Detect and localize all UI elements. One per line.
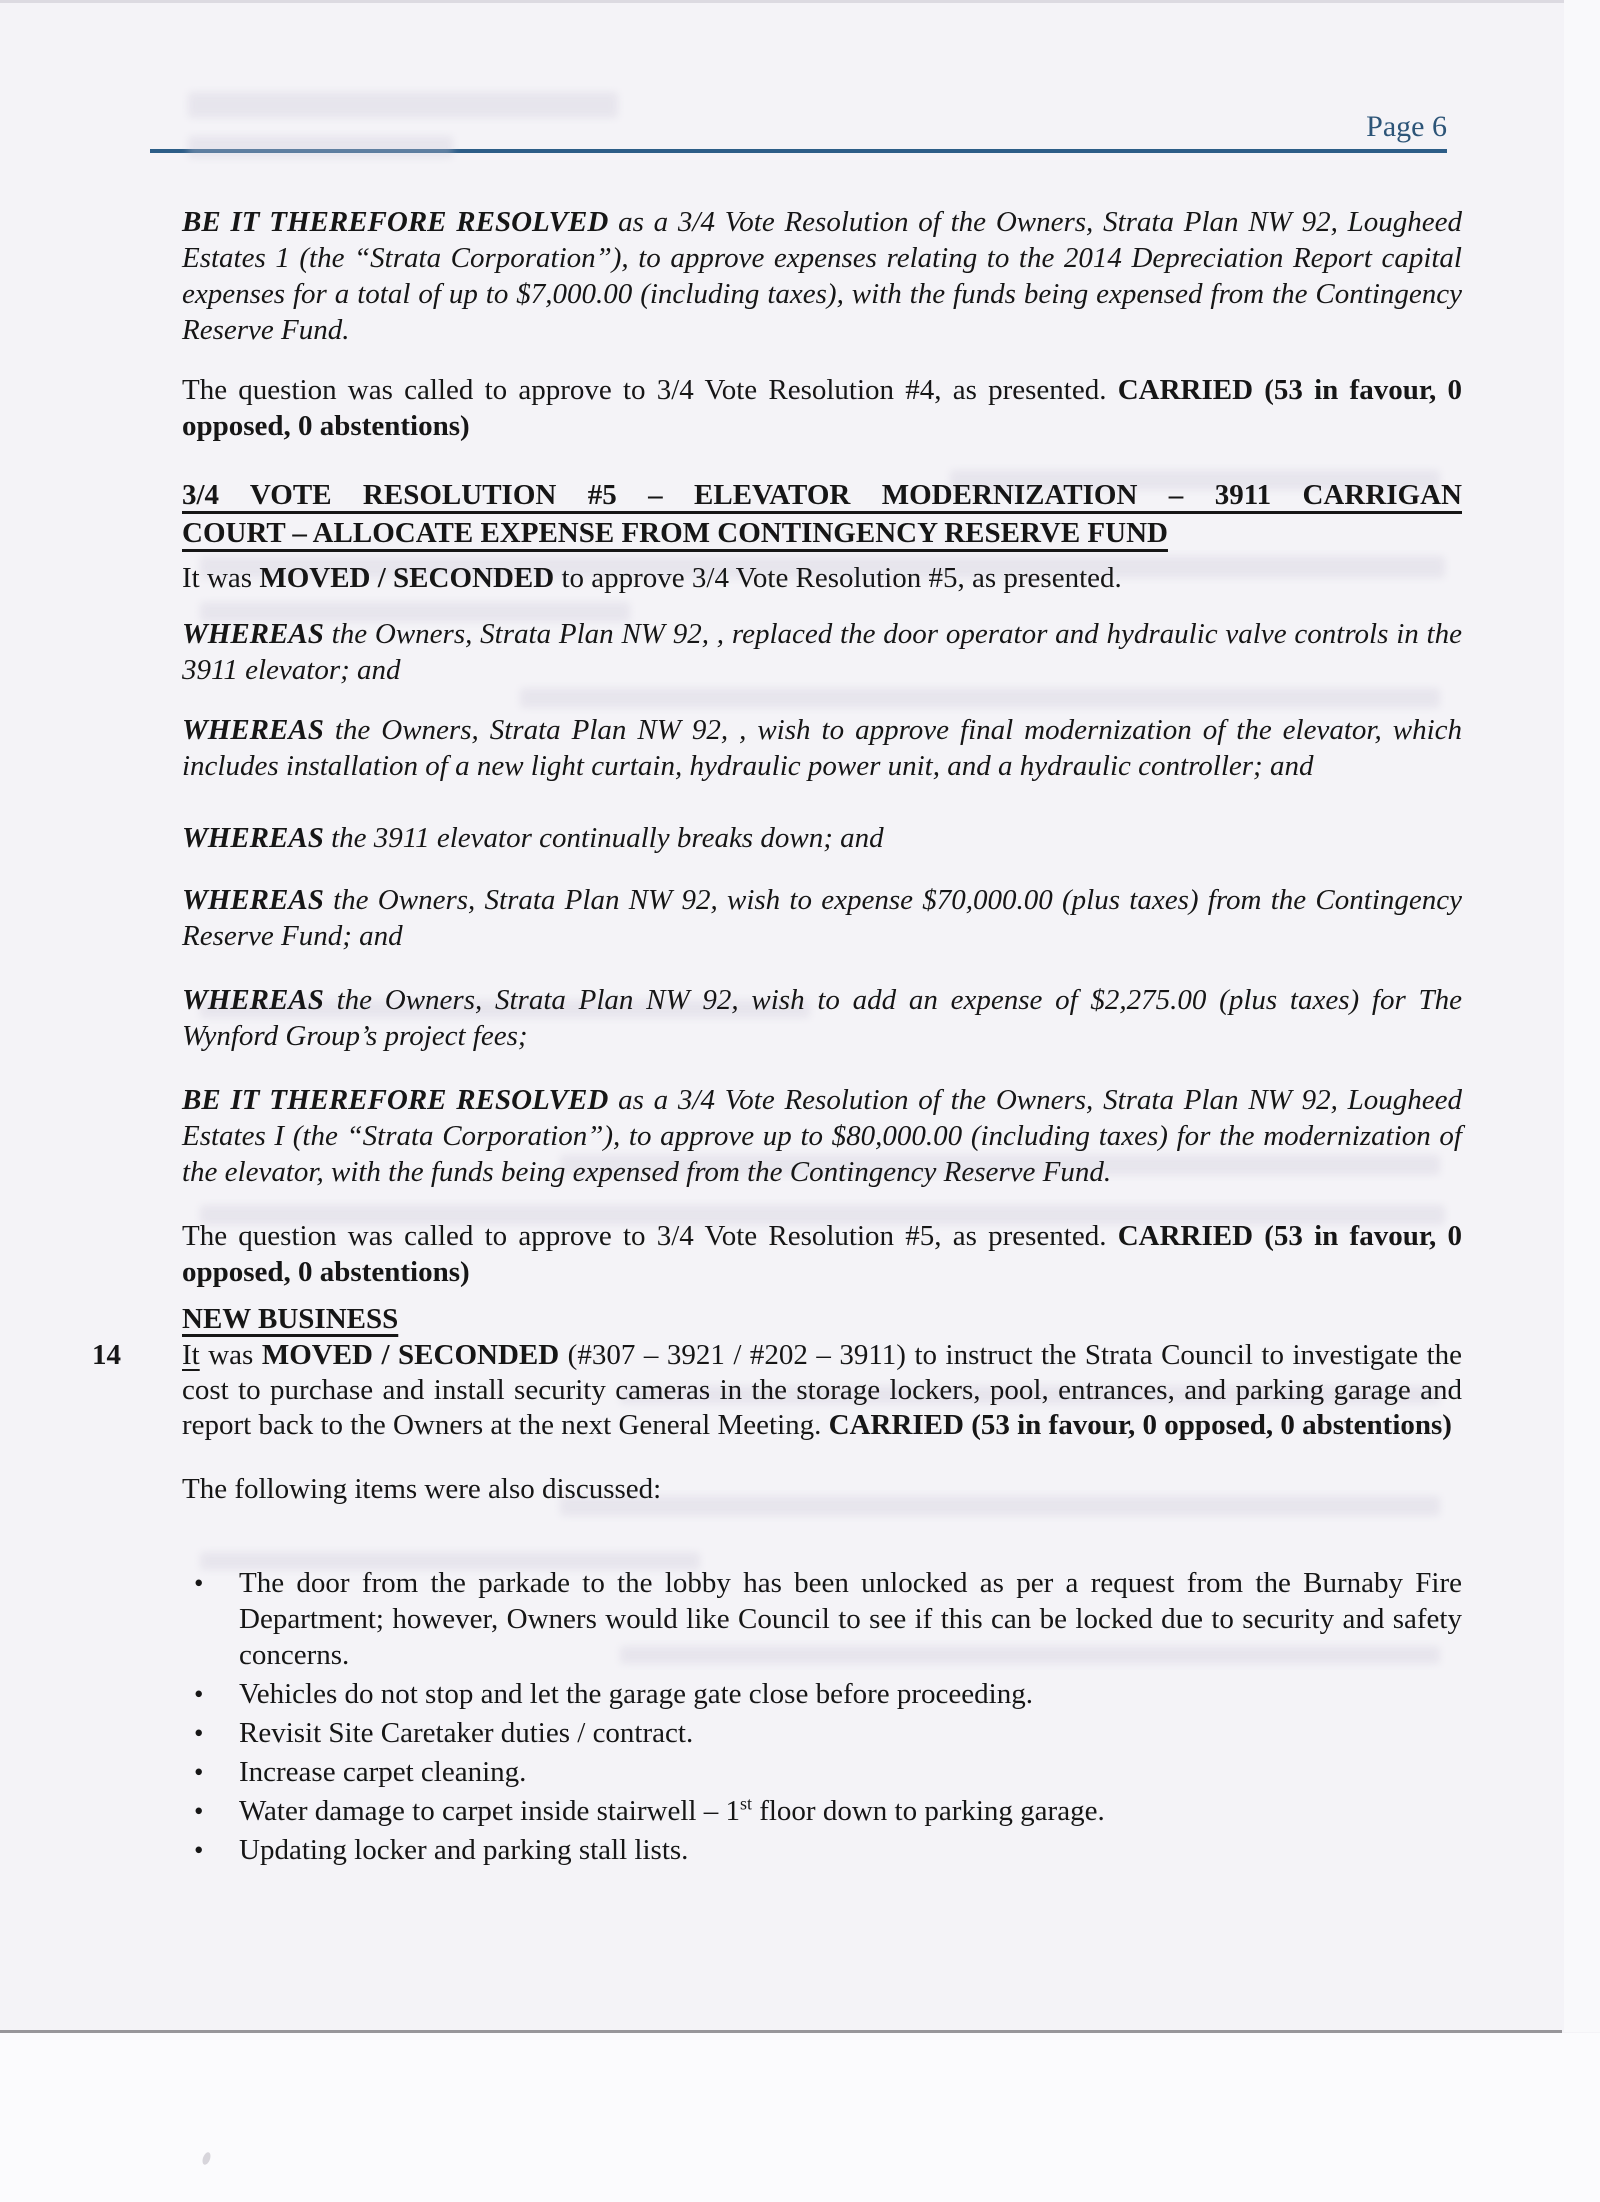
discussion-list — [182, 1565, 1462, 1868]
bullet-text-pre: Water damage to carpet inside stairwell – 1 — [239, 1795, 740, 1827]
new-business-item-paragraph — [92, 1338, 1463, 1443]
page-right-edge — [1564, 0, 1600, 2032]
list-item — [194, 1676, 1462, 1712]
whereas-paragraph — [182, 616, 1462, 688]
bullet-text: Vehicles do not stop and let the garage gate close before proceeding. — [239, 1678, 1033, 1710]
bleed-through-smudge — [188, 92, 618, 118]
it-word: It — [182, 1339, 200, 1371]
whereas-body: the 3911 elevator continually breaks down; and — [323, 822, 884, 854]
resolved-lead: BE IT THEREFORE RESOLVED — [182, 206, 609, 238]
bullet-text: The door from the parkade to the lobby has been unlocked as per a request from the Burnaby Fire Department; however, Owners would like Council to see if this can be locked due to security and safety concerns. — [239, 1567, 1462, 1671]
bullet-icon: • — [194, 1718, 204, 1748]
carried-result: CARRIED (53 in favour, 0 opposed, 0 abstentions) — [182, 374, 1463, 442]
resolved-body: as a 3/4 Vote Resolution of the Owners, Strata Plan NW 92, Lougheed Estates I (the “Strata Corporation”), to approve up to $80,000.00 (including taxes) for the modernization of the elevator, with the funds being expensed from the Contingency Reserve Fund. — [182, 1084, 1462, 1188]
bullet-text: Updating locker and parking stall lists. — [239, 1834, 689, 1866]
list-item — [194, 1565, 1462, 1673]
heading-line-1: 3/4 VOTE RESOLUTION #5 – ELEVATOR MODERNIZATION – 3911 CARRIGAN — [182, 479, 1462, 511]
list-item — [194, 1754, 1462, 1790]
bullet-icon: • — [194, 1679, 204, 1709]
whereas-paragraph — [182, 882, 1462, 954]
resolution4-question-paragraph — [182, 372, 1462, 444]
bullet-icon: • — [194, 1835, 204, 1865]
resolution5-moved-paragraph — [182, 560, 1462, 596]
bullet-icon: • — [194, 1568, 204, 1598]
page-bottom-edge — [0, 2030, 1562, 2033]
whereas-lead: WHEREAS — [182, 714, 324, 746]
agenda-item-number: 14 — [92, 1339, 121, 1371]
heading-line-2: COURT – ALLOCATE EXPENSE FROM CONTINGENCY RESERVE FUND — [182, 517, 1168, 549]
ordinal-superscript: st — [739, 1793, 752, 1814]
scan-background — [0, 2033, 1600, 2202]
whereas-body: the Owners, Strata Plan NW 92, , wish to approve final modernization of the elevator, which includes installation of a new light curtain, hydraulic power unit, and a hydraulic controller; and — [182, 714, 1462, 782]
whereas-body: the Owners, Strata Plan NW 92, , replaced the door operator and hydraulic valve controls in the 3911 elevator; and — [182, 618, 1462, 686]
bullet-icon: • — [194, 1757, 204, 1787]
moved-seconded: MOVED / SECONDED — [259, 562, 555, 594]
page-number: Page 6 — [1366, 110, 1447, 143]
whereas-lead: WHEREAS — [182, 884, 324, 916]
discussion-intro: The following items were also discussed: — [182, 1473, 662, 1505]
new-business-heading: NEW BUSINESS — [182, 1303, 399, 1335]
moved-post: to approve 3/4 Vote Resolution #5, as presented. — [554, 562, 1122, 594]
whereas-body: the Owners, Strata Plan NW 92, wish to expense $70,000.00 (plus taxes) from the Contingency Reserve Fund; and — [182, 884, 1462, 952]
whereas-lead: WHEREAS — [182, 822, 324, 854]
resolution4-resolved-paragraph — [182, 204, 1462, 348]
bullet-icon: • — [194, 1796, 204, 1826]
moved-seconded: MOVED / SECONDED — [261, 1339, 560, 1371]
resolution5-question-paragraph — [182, 1218, 1462, 1290]
question-text: The question was called to approve to 3/4 Vote Resolution #4, as presented. — [182, 374, 1118, 406]
list-item — [194, 1793, 1462, 1829]
carried-result: CARRIED (53 in favour, 0 opposed, 0 abstentions) — [828, 1409, 1452, 1441]
resolution5-heading — [182, 476, 1462, 552]
bullet-text: Increase carpet cleaning. — [239, 1756, 527, 1788]
resolved-lead: BE IT THEREFORE RESOLVED — [182, 1084, 609, 1116]
whereas-paragraph — [182, 712, 1462, 784]
bullet-text-post: floor down to parking garage. — [751, 1795, 1105, 1827]
bleed-through-smudge — [188, 136, 453, 158]
whereas-body: the Owners, Strata Plan NW 92, wish to add an expense of $2,275.00 (plus taxes) for The Wynford Group’s project fees; — [182, 984, 1462, 1052]
bullet-text: Revisit Site Caretaker duties / contract. — [239, 1717, 694, 1749]
scan-top-edge — [0, 0, 1600, 3]
whereas-paragraph — [182, 820, 1462, 856]
moved-pre: was — [199, 1339, 262, 1371]
whereas-lead: WHEREAS — [182, 618, 324, 650]
resolution5-resolved-paragraph — [182, 1082, 1462, 1190]
motion-body: (#307 – 3921 / #202 – 3911) to instruct the Strata Council to investigate the cost to purchase and install security cameras in the storage lockers, pool, entrances, and parking garage and report back to the Owners at the next General Meeting. — [182, 1339, 1463, 1441]
carried-result: CARRIED (53 in favour, 0 opposed, 0 abstentions) — [182, 1220, 1463, 1288]
list-item — [194, 1715, 1462, 1751]
whereas-paragraph — [182, 982, 1462, 1054]
bullet-text — [239, 1793, 1462, 1829]
resolved-body: as a 3/4 Vote Resolution of the Owners, Strata Plan NW 92, Lougheed Estates 1 (the “Strata Corporation”), to approve expenses relating to the 2014 Depreciation Report capital expenses for a total of up to $7,000.00 (including taxes), with the funds being expensed from the Contingency Reserve Fund. — [182, 206, 1462, 346]
question-text: The question was called to approve to 3/4 Vote Resolution #5, as presented. — [182, 1220, 1118, 1252]
document-body — [92, 200, 1463, 1871]
moved-pre: It was — [182, 562, 260, 594]
list-item — [194, 1832, 1462, 1868]
whereas-lead: WHEREAS — [182, 984, 324, 1016]
